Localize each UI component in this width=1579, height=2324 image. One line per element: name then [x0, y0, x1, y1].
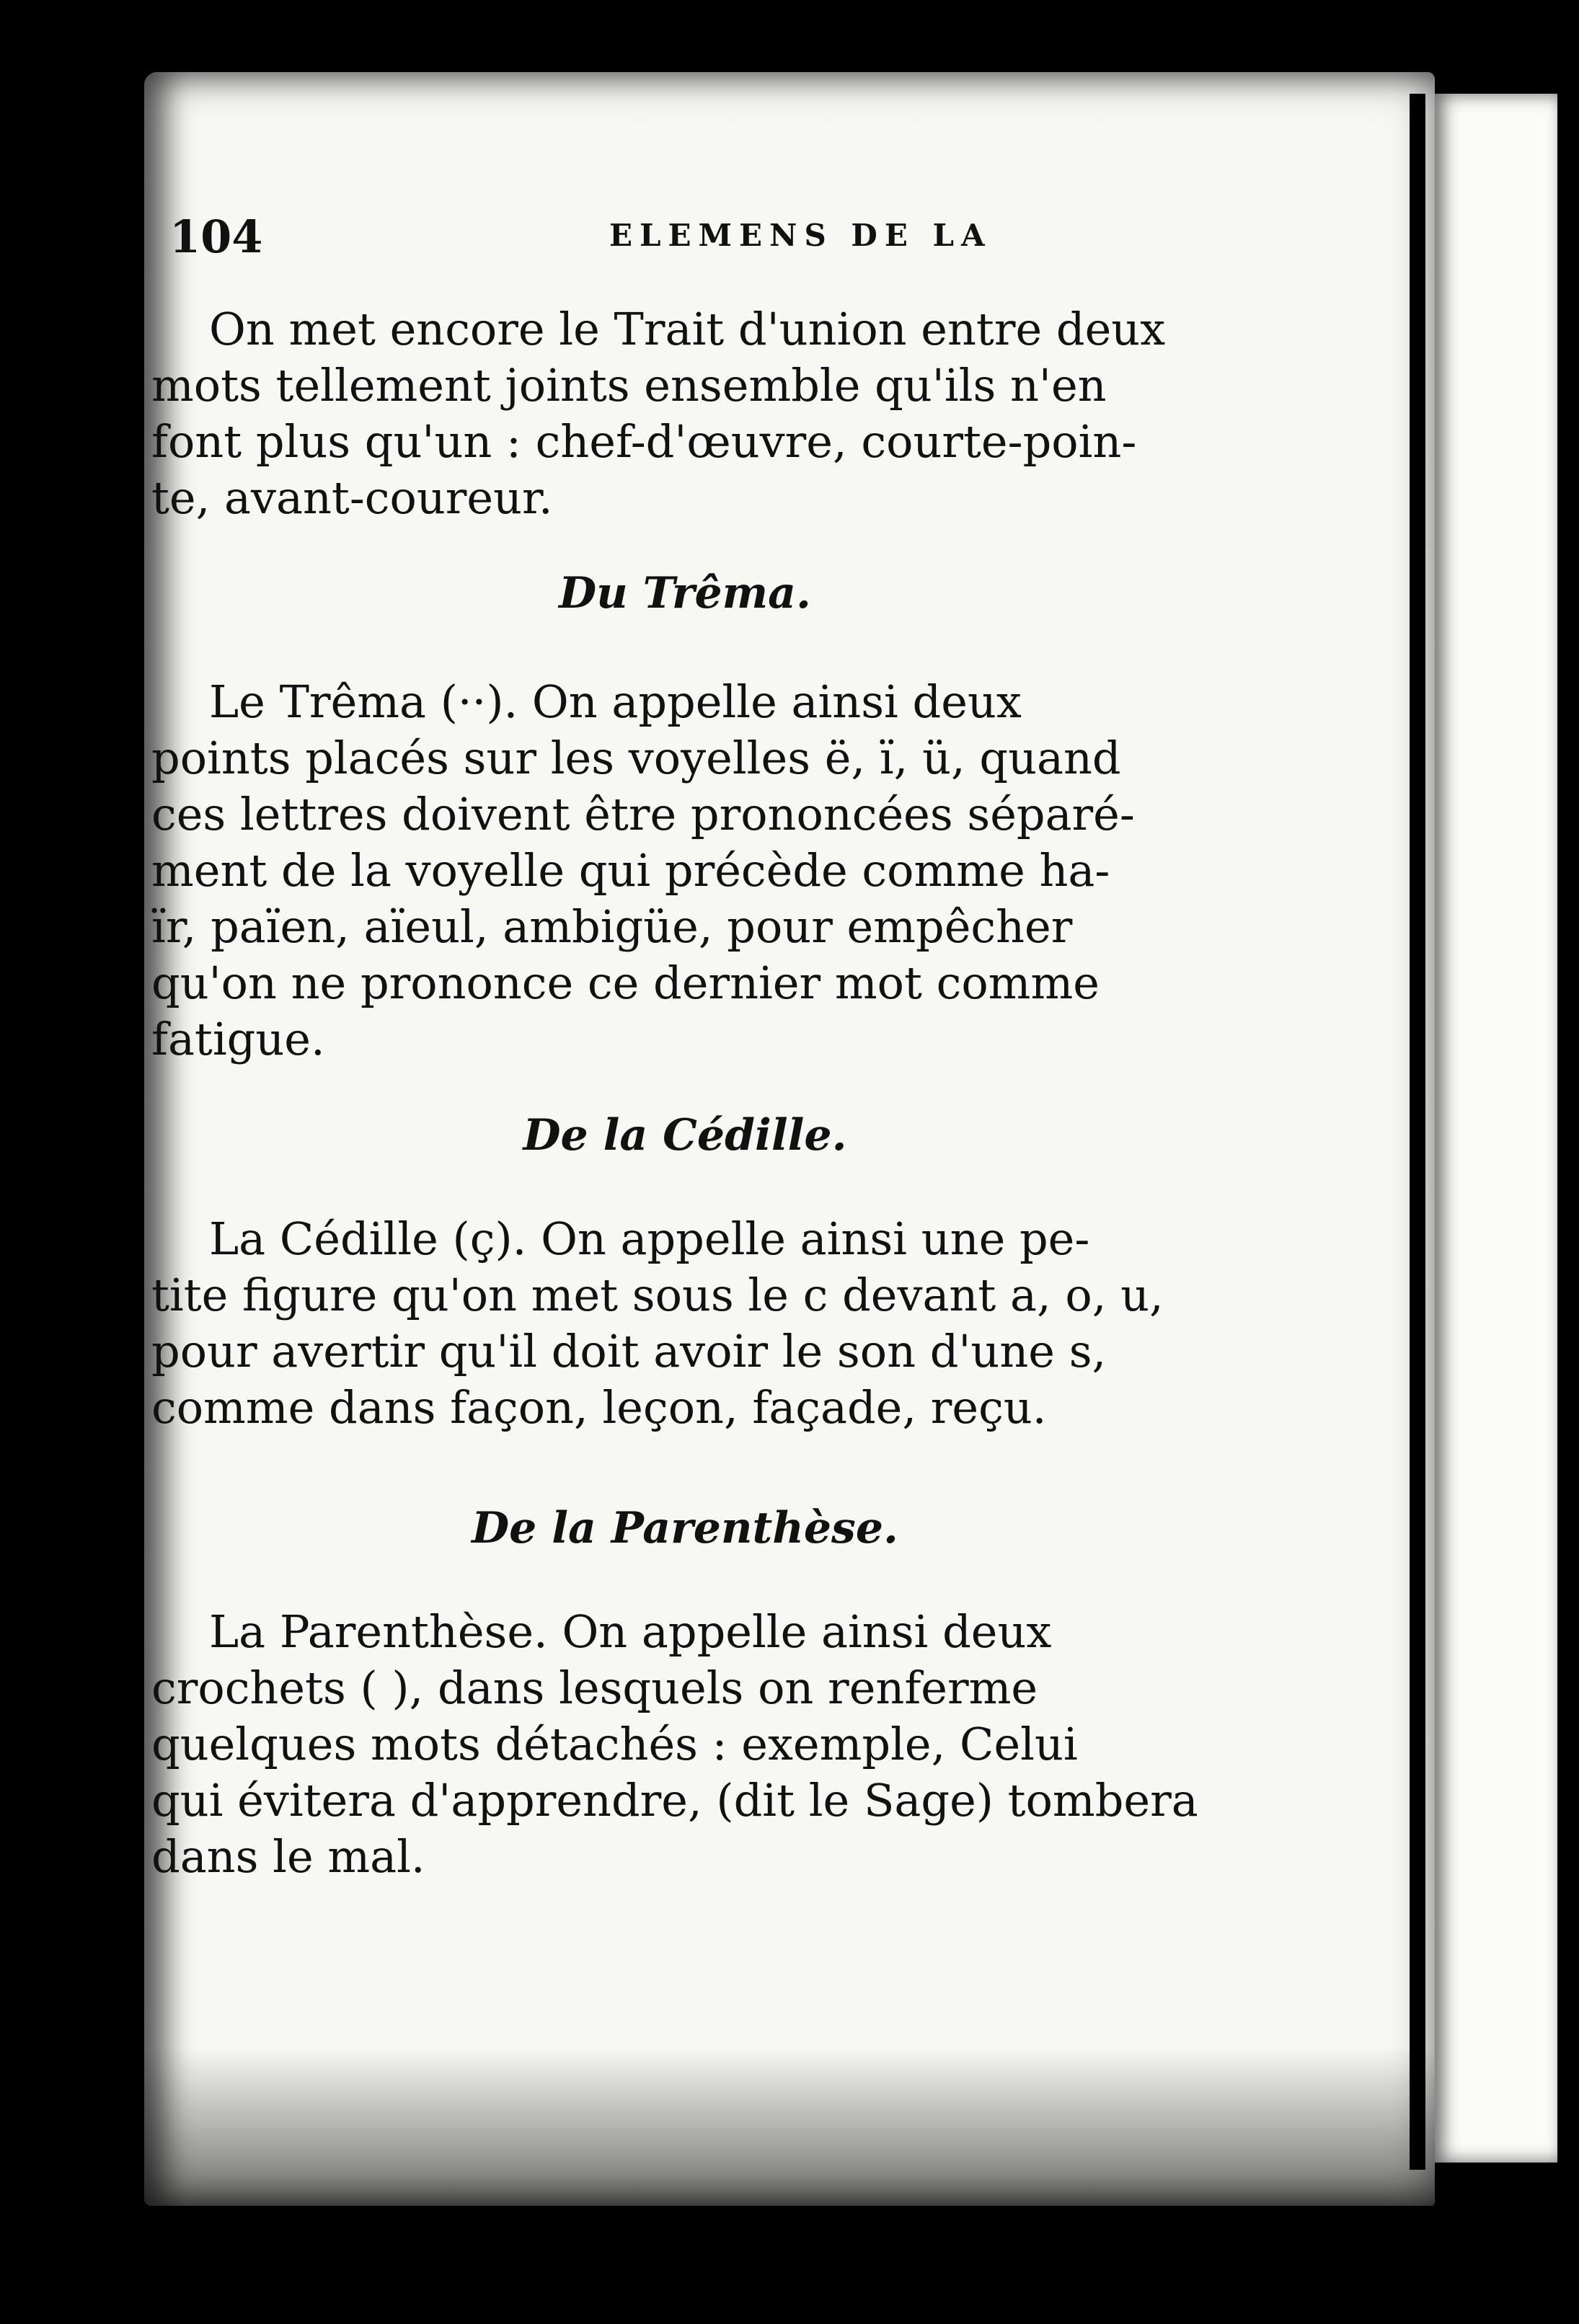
- text-line: ïr, païen, aïeul, ambigüe, pour empêcher: [151, 900, 1073, 953]
- text-line: quelques mots détachés : exemple, Celui: [151, 1718, 1078, 1770]
- text-line: On met encore le Trait d'union entre deux: [209, 303, 1166, 355]
- text-line: pour avertir qu'il doit avoir le son d'une s,: [151, 1325, 1107, 1378]
- text-line: qu'on ne prononce ce dernier mot comme: [151, 957, 1100, 1009]
- text-line: mots tellement joints ensemble qu'ils n'en: [151, 359, 1107, 412]
- text-line: te, avant-coureur.: [151, 471, 553, 524]
- text-line: ces lettres doivent être prononcées séparé-: [151, 788, 1135, 841]
- page-number: 104: [169, 210, 263, 263]
- page-header: [169, 210, 1179, 275]
- text-line: ment de la voyelle qui précède comme ha-: [151, 844, 1110, 897]
- page-gutter: [1410, 94, 1425, 2170]
- text-line: points placés sur les voyelles ë, ï, ü, quand: [151, 732, 1121, 784]
- section-heading-trema: Du Trêma.: [559, 568, 811, 618]
- text-line: comme dans façon, leçon, façade, reçu.: [151, 1381, 1047, 1434]
- text-line: La Parenthèse. On appelle ainsi deux: [209, 1605, 1052, 1658]
- text-line: font plus qu'un : chef-d'œuvre, courte-poin-: [151, 415, 1137, 468]
- text-line: La Cédille (ç). On appelle ainsi une pe-: [209, 1212, 1090, 1265]
- text-line: dans le mal.: [151, 1830, 425, 1883]
- text-line: Le Trêma (··). On appelle ainsi deux: [209, 675, 1022, 728]
- text-line: tite figure qu'on met sous le c devant a, o, u,: [151, 1269, 1164, 1321]
- parenthese-paragraph: [151, 1604, 1218, 1885]
- cedille-paragraph: [151, 1211, 1218, 1436]
- intro-paragraph: [151, 301, 1218, 526]
- text-line: qui évitera d'apprendre, (dit le Sage) tombera: [151, 1774, 1198, 1827]
- section-heading-cedille: De la Cédille.: [523, 1110, 847, 1161]
- trema-paragraph: [151, 674, 1218, 1068]
- section-heading-parenthese: De la Parenthèse.: [472, 1503, 898, 1553]
- text-line: crochets ( ), dans lesquels on renferme: [151, 1662, 1038, 1714]
- text-line: fatigue.: [151, 1013, 325, 1065]
- page-shadow: [144, 2047, 1435, 2206]
- running-title: ELEMENS DE LA: [609, 218, 992, 253]
- facing-page-edge: [1435, 94, 1557, 2163]
